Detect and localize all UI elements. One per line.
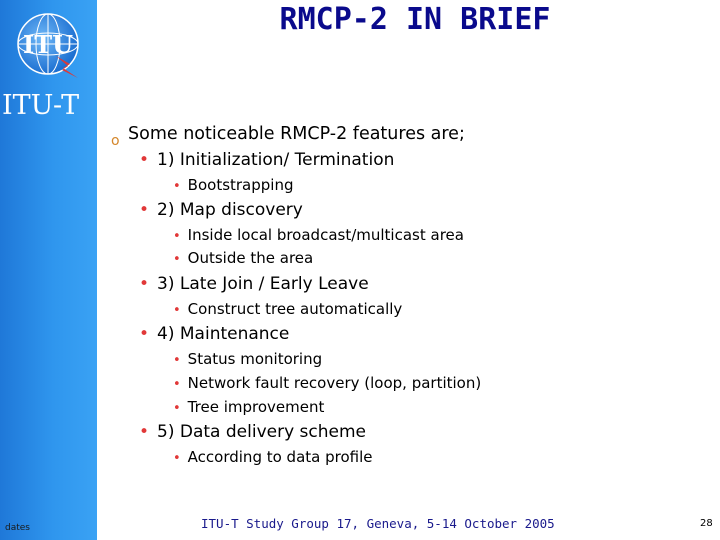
bullet-icon: • xyxy=(139,200,150,220)
bullet-icon: • xyxy=(173,451,181,466)
sub-item: • Outside the area xyxy=(173,249,314,267)
feature-item: • 4) Maintenance xyxy=(139,324,290,344)
feature-item: • 2) Map discovery xyxy=(139,200,303,220)
bullet-icon: • xyxy=(139,150,150,170)
feature-item: • 1) Initialization/ Termination xyxy=(139,150,395,170)
sub-item: • Network fault recovery (loop, partition) xyxy=(173,374,482,392)
footer-text: ITU-T Study Group 17, Geneva, 5-14 October 2005 xyxy=(201,516,555,531)
feature-item: • 3) Late Join / Early Leave xyxy=(139,274,369,294)
bullet-icon: • xyxy=(139,422,150,442)
intro-text: Some noticeable RMCP-2 features are; xyxy=(128,124,465,144)
sub-item: • Status monitoring xyxy=(173,350,323,368)
sidebar xyxy=(0,0,97,540)
sub-item: • Construct tree automatically xyxy=(173,300,403,318)
bullet-icon: • xyxy=(139,274,150,294)
sub-item: • Tree improvement xyxy=(173,398,325,416)
bullet-icon: • xyxy=(173,377,181,392)
slide-title: RMCP-2 IN BRIEF xyxy=(279,2,551,37)
bullet-icon: • xyxy=(173,229,181,244)
sub-item: • Inside local broadcast/multicast area xyxy=(173,226,464,244)
svg-text:ITU: ITU xyxy=(22,30,74,59)
sub-item: • Bootstrapping xyxy=(173,176,294,194)
org-label: ITU-T xyxy=(2,90,80,121)
dates-label: dates xyxy=(5,523,30,533)
bullet-icon: • xyxy=(173,252,181,267)
itu-logo-icon xyxy=(8,4,88,84)
bullet-icon: • xyxy=(139,324,150,344)
bullet-icon: • xyxy=(173,401,181,416)
page-number: 28 xyxy=(700,518,713,529)
intro-bullet-icon: o xyxy=(111,133,120,149)
sub-item: • According to data profile xyxy=(173,448,373,466)
bullet-icon: • xyxy=(173,303,181,318)
bullet-icon: • xyxy=(173,353,181,368)
bullet-icon: • xyxy=(173,179,181,194)
feature-item: • 5) Data delivery scheme xyxy=(139,422,367,442)
